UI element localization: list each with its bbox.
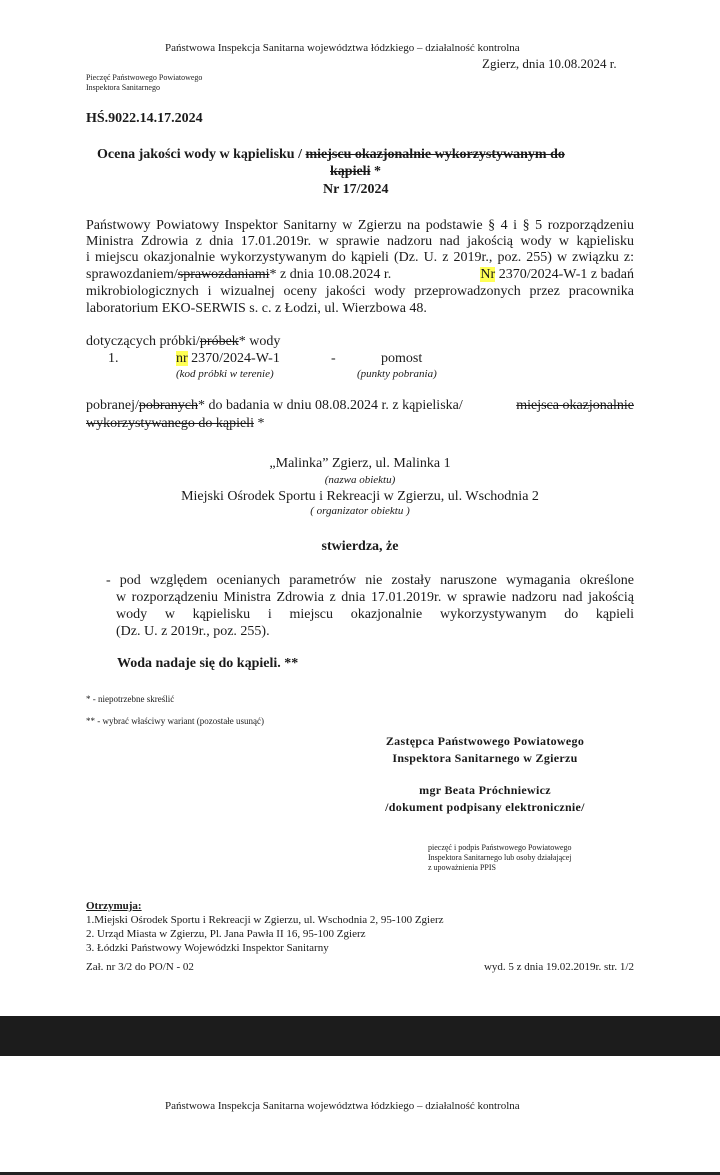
sample-code [176, 351, 280, 367]
taken-a: pobranej/ [86, 398, 139, 413]
samples-label-a: dotyczących próbki/ [86, 334, 200, 349]
taken-struck-3: wykorzystywanego do kąpieli [86, 416, 254, 431]
intro-line-6: laboratorium EKO-SERWIS s. c. z Łodzi, ul. Wierzbowa 48. [86, 301, 427, 316]
sample-code-prefix: nr [176, 351, 188, 366]
stamp-label-line1: Pieczęć Państwowego Powiatowego [86, 73, 203, 82]
title-star: * [370, 164, 381, 179]
object-name: „Malinka” Zgierz, ul. Malinka 1 [269, 456, 451, 471]
sample-index: 1. [108, 351, 119, 366]
signature-title-line2: Inspektora Sanitarnego w Zgierzu [392, 751, 578, 765]
statement-line-2: w rozporządzeniu Ministra Zdrowia z dnia 17.01.2019r. w sprawie nadzoru nad jakością [116, 590, 634, 605]
intro-report-struck: sprawozdaniami [177, 267, 270, 282]
place-date: Zgierz, dnia 10.08.2024 r. [482, 56, 617, 71]
taken-line-2 [86, 416, 264, 432]
signature-electronic: /dokument podpisany elektronicznie/ [385, 800, 585, 814]
document-title [97, 147, 565, 163]
intro-line-1: Państwowy Powiatowy Inspektor Sanitarny w Zgierzu na podstawie § 4 i § 5 rozporządzeniu [86, 218, 634, 233]
taken-line-1 [86, 398, 634, 414]
intro-report: sprawozdaniem/ [86, 267, 178, 282]
intro-line-2: Ministra Zdrowia z dnia 17.01.2019r. w sprawie nadzoru nad jakością wody w kąpielisku [86, 234, 634, 249]
title-part: Ocena jakości wody w kąpielisku / [97, 147, 306, 162]
intro-line-5: mikrobiologicznych i wizualnej oceny jakości wody przeprowadzonych przez pracownika [86, 284, 634, 299]
sample-point-caption: (punkty pobrania) [357, 368, 437, 380]
title-struck-text-2: kąpieli [330, 164, 371, 179]
signature-caption-2: Inspektora Sanitarnego lub osoby działającej [428, 853, 572, 862]
recipients-heading: Otrzymuja: [86, 900, 142, 912]
recipient-item: 2. Urząd Miasta w Zgierzu, Pl. Jana Pawła II 16, 95-100 Zgierz [86, 928, 366, 940]
statement-line-1: - pod względem ocenianych parametrów nie zostały naruszone wymagania określone [106, 573, 634, 588]
signature-caption-3: z upoważnienia PPIS [428, 863, 496, 872]
samples-label-b: * wody [238, 334, 281, 349]
sample-dash: - [331, 351, 336, 366]
intro-number-highlight: Nr [480, 267, 496, 282]
sample-code-caption: (kod próbki w terenie) [176, 368, 274, 380]
recipient-item: 1.Miejski Ośrodek Sportu i Rekreacji w Zgierzu, ul. Wschodnia 2, 95-100 Zgierz [86, 914, 444, 926]
signature-name: mgr Beata Próchniewicz [419, 783, 551, 797]
taken-struck-2: miejsca okazjonalnie [516, 398, 634, 413]
recipient-item: 3. Łódzki Państwowy Wojewódzki Inspektor Sanitarny [86, 942, 329, 954]
document-title-line2 [330, 164, 381, 180]
taken-struck-1: pobranych [138, 398, 198, 413]
document-number: Nr 17/2024 [323, 182, 389, 197]
footnote-2: ** - wybrać właściwy wariant (pozostałe usunąć) [86, 716, 264, 726]
signature-caption-1: pieczęć i podpis Państwowego Powiatowego [428, 843, 572, 852]
signature-title-line1: Zastępca Państwowego Powiatowego [385, 734, 585, 748]
samples-label [86, 334, 280, 350]
object-organizer: Miejski Ośrodek Sportu i Rekreacji w Zgierzu, ul. Wschodnia 2 [181, 489, 539, 504]
sample-point: pomost [381, 351, 423, 366]
statement-conclusion: Woda nadaje się do kąpieli. ** [117, 656, 299, 671]
intro-line-4 [86, 267, 634, 283]
footer-right: wyd. 5 z dnia 19.02.2019r. str. 1/2 [483, 961, 634, 973]
statement-line-4: (Dz. U. z 2019r., poz. 255). [116, 624, 270, 639]
object-name-caption: (nazwa obiektu) [324, 474, 396, 486]
taken-star: * [253, 416, 265, 431]
statement-line-3: wody w kąpielisku i miejscu okazjonalnie wykorzystywanym do kąpieli [116, 607, 634, 622]
samples-label-struck: próbek [199, 334, 239, 349]
footer-left: Zał. nr 3/2 do PO/N - 02 [86, 961, 194, 973]
institution-header: Państwowa Inspekcja Sanitarna województwa łódzkiego – działalność kontrolna [165, 42, 520, 54]
reference-number: HŚ.9022.14.17.2024 [86, 111, 203, 126]
statement-heading: stwierdza, że [321, 539, 399, 554]
title-struck-text: miejscu okazjonalnie wykorzystywanym do [305, 147, 565, 162]
intro-report-date: * z dnia 10.08.2024 r. [269, 267, 392, 282]
sample-code-value: 2370/2024-W-1 [187, 351, 280, 366]
object-organizer-caption: ( organizator obiektu ) [310, 505, 410, 517]
taken-b: * do badania w dniu 08.08.2024 r. z kąpieliska/ [197, 398, 463, 413]
stamp-label-line2: Inspektora Sanitarnego [86, 83, 160, 92]
footnote-1: * - niepotrzebne skreślić [86, 694, 175, 704]
page-separator [0, 1016, 720, 1056]
intro-report-number: 2370/2024-W-1 z badań [495, 267, 634, 282]
page2-header: Państwowa Inspekcja Sanitarna województwa łódzkiego – działalność kontrolna [165, 1100, 520, 1112]
intro-line-3: i miejscu okazjonalnie wykorzystywanym do kąpieli (Dz. U. z 2019r., poz. 255) w związku z: [86, 250, 634, 265]
